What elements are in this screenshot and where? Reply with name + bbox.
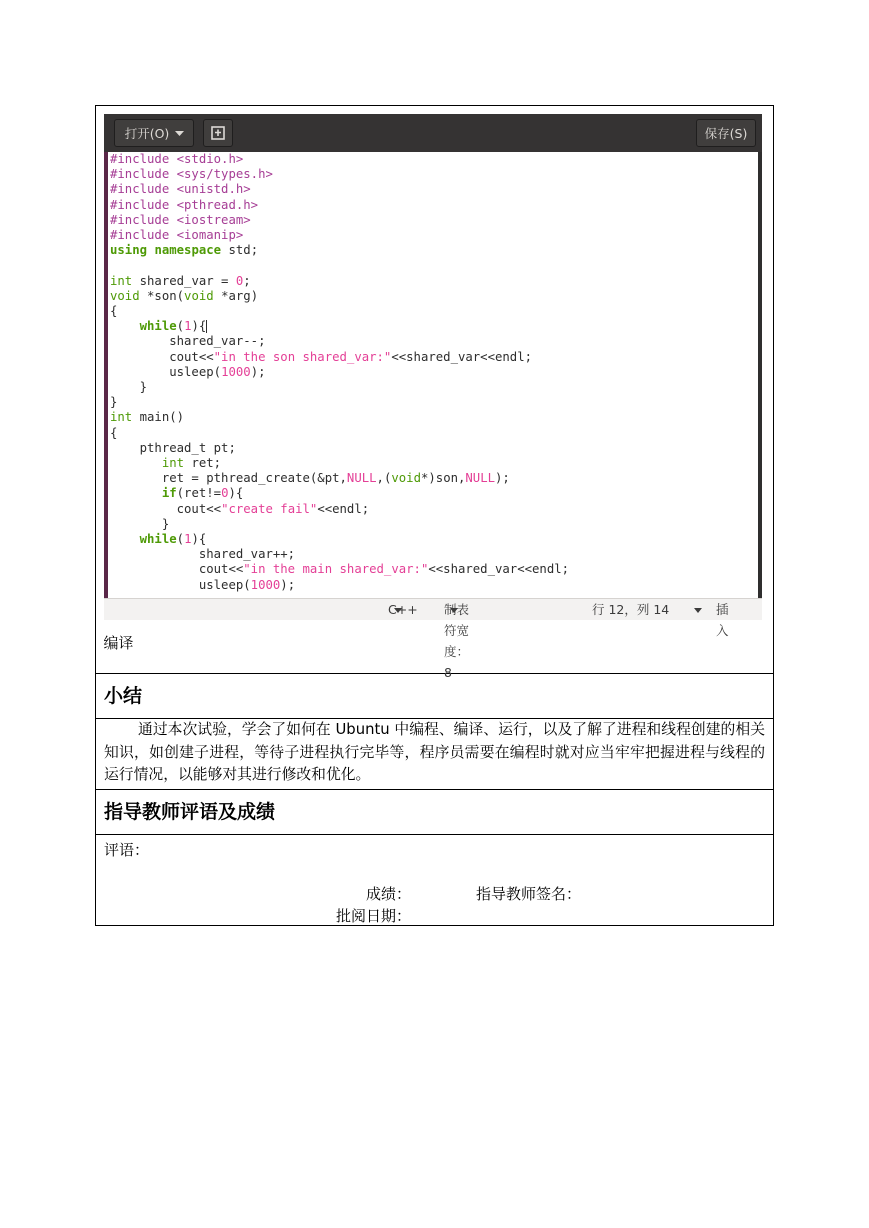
editor-left-margin bbox=[104, 152, 108, 598]
code-line: usleep(1000); bbox=[110, 364, 266, 379]
code-line: { bbox=[110, 304, 118, 319]
code-editor[interactable] bbox=[104, 152, 762, 598]
code-line: #include <iomanip> bbox=[110, 228, 244, 243]
code-line: #include <unistd.h> bbox=[110, 182, 251, 197]
code-line: #include <pthread.h> bbox=[110, 197, 259, 212]
code-line: ret = pthread_create(&pt,NULL,(void*)son,NULL); bbox=[110, 471, 510, 486]
cursor-position: 行 12，列 14 bbox=[592, 602, 670, 617]
code-line: #include <iostream> bbox=[110, 212, 251, 227]
language-label: C++ bbox=[388, 602, 418, 617]
code-line: int shared_var = 0; bbox=[110, 273, 251, 288]
code-line: int main() bbox=[110, 410, 185, 425]
teacher-heading: 指导教师评语及成绩 bbox=[96, 790, 774, 835]
figure-caption: 编译 bbox=[103, 633, 134, 652]
code-text[interactable] bbox=[110, 152, 569, 593]
summary-heading: 小结 bbox=[96, 674, 774, 719]
screenshot-cell bbox=[96, 106, 774, 680]
code-line: using namespace std; bbox=[110, 243, 259, 258]
review-date-label: 批阅日期： bbox=[336, 907, 412, 925]
code-line: #include <sys/types.h> bbox=[110, 167, 273, 182]
grade-label: 成绩： bbox=[366, 885, 412, 903]
summary-cell bbox=[96, 719, 774, 790]
language-selector[interactable] bbox=[388, 599, 418, 620]
code-line: shared_var--; bbox=[110, 334, 266, 349]
new-tab-icon bbox=[211, 126, 225, 140]
signature-label: 指导教师签名： bbox=[476, 885, 582, 903]
code-line: int ret; bbox=[161, 456, 222, 471]
code-line: #include <stdio.h> bbox=[110, 152, 244, 166]
report-table bbox=[95, 105, 774, 926]
summary-text: 通过本次试验，学会了如何在 Ubuntu 中编程、编译、运行，以及了解了进程和线程创建的相关知识，如创建子进程，等待子进程执行完毕等，程序员需要在编程时就对应当牢牢把握进程与线程的运行情况，以能够对其进行修改和优化。 bbox=[104, 721, 765, 783]
tab-width-selector[interactable] bbox=[444, 599, 470, 680]
editor-scrollbar[interactable] bbox=[758, 152, 762, 598]
chevron-down-icon bbox=[175, 131, 184, 137]
code-line: cout<<"in the son shared_var:"<<shared_var<<endl; bbox=[110, 349, 533, 364]
code-line: usleep(1000); bbox=[110, 577, 296, 592]
code-line: while(1){ bbox=[139, 319, 207, 334]
new-document-button[interactable] bbox=[203, 119, 233, 147]
code-line: pthread_t pt; bbox=[110, 440, 236, 455]
comment-label: 评语： bbox=[104, 841, 150, 859]
mode-selector[interactable] bbox=[694, 599, 729, 638]
open-button-label: 打开(O) bbox=[124, 126, 170, 141]
insert-mode-label: 插入 bbox=[716, 602, 729, 638]
teacher-comment-cell bbox=[96, 835, 774, 926]
editor-toolbar bbox=[104, 114, 762, 152]
code-line: } bbox=[110, 516, 170, 531]
tab-width-label: 制表符宽度：8 bbox=[444, 602, 470, 680]
open-button[interactable] bbox=[114, 119, 194, 147]
code-line: void *son(void *arg) bbox=[110, 288, 259, 303]
save-button[interactable]: 保存(S) bbox=[696, 119, 756, 147]
chevron-down-icon bbox=[694, 608, 702, 613]
code-line: shared_var++; bbox=[110, 547, 296, 562]
code-line: } bbox=[110, 395, 118, 410]
code-line: cout<<"create fail"<<endl; bbox=[110, 501, 370, 516]
text-cursor bbox=[206, 320, 207, 333]
code-line: cout<<"in the main shared_var:"<<shared_var<<endl; bbox=[110, 562, 570, 577]
code-line: if(ret!=0){ bbox=[161, 486, 244, 501]
code-line: { bbox=[110, 425, 118, 440]
code-line: } bbox=[110, 380, 148, 395]
code-line: while(1){ bbox=[139, 532, 207, 547]
